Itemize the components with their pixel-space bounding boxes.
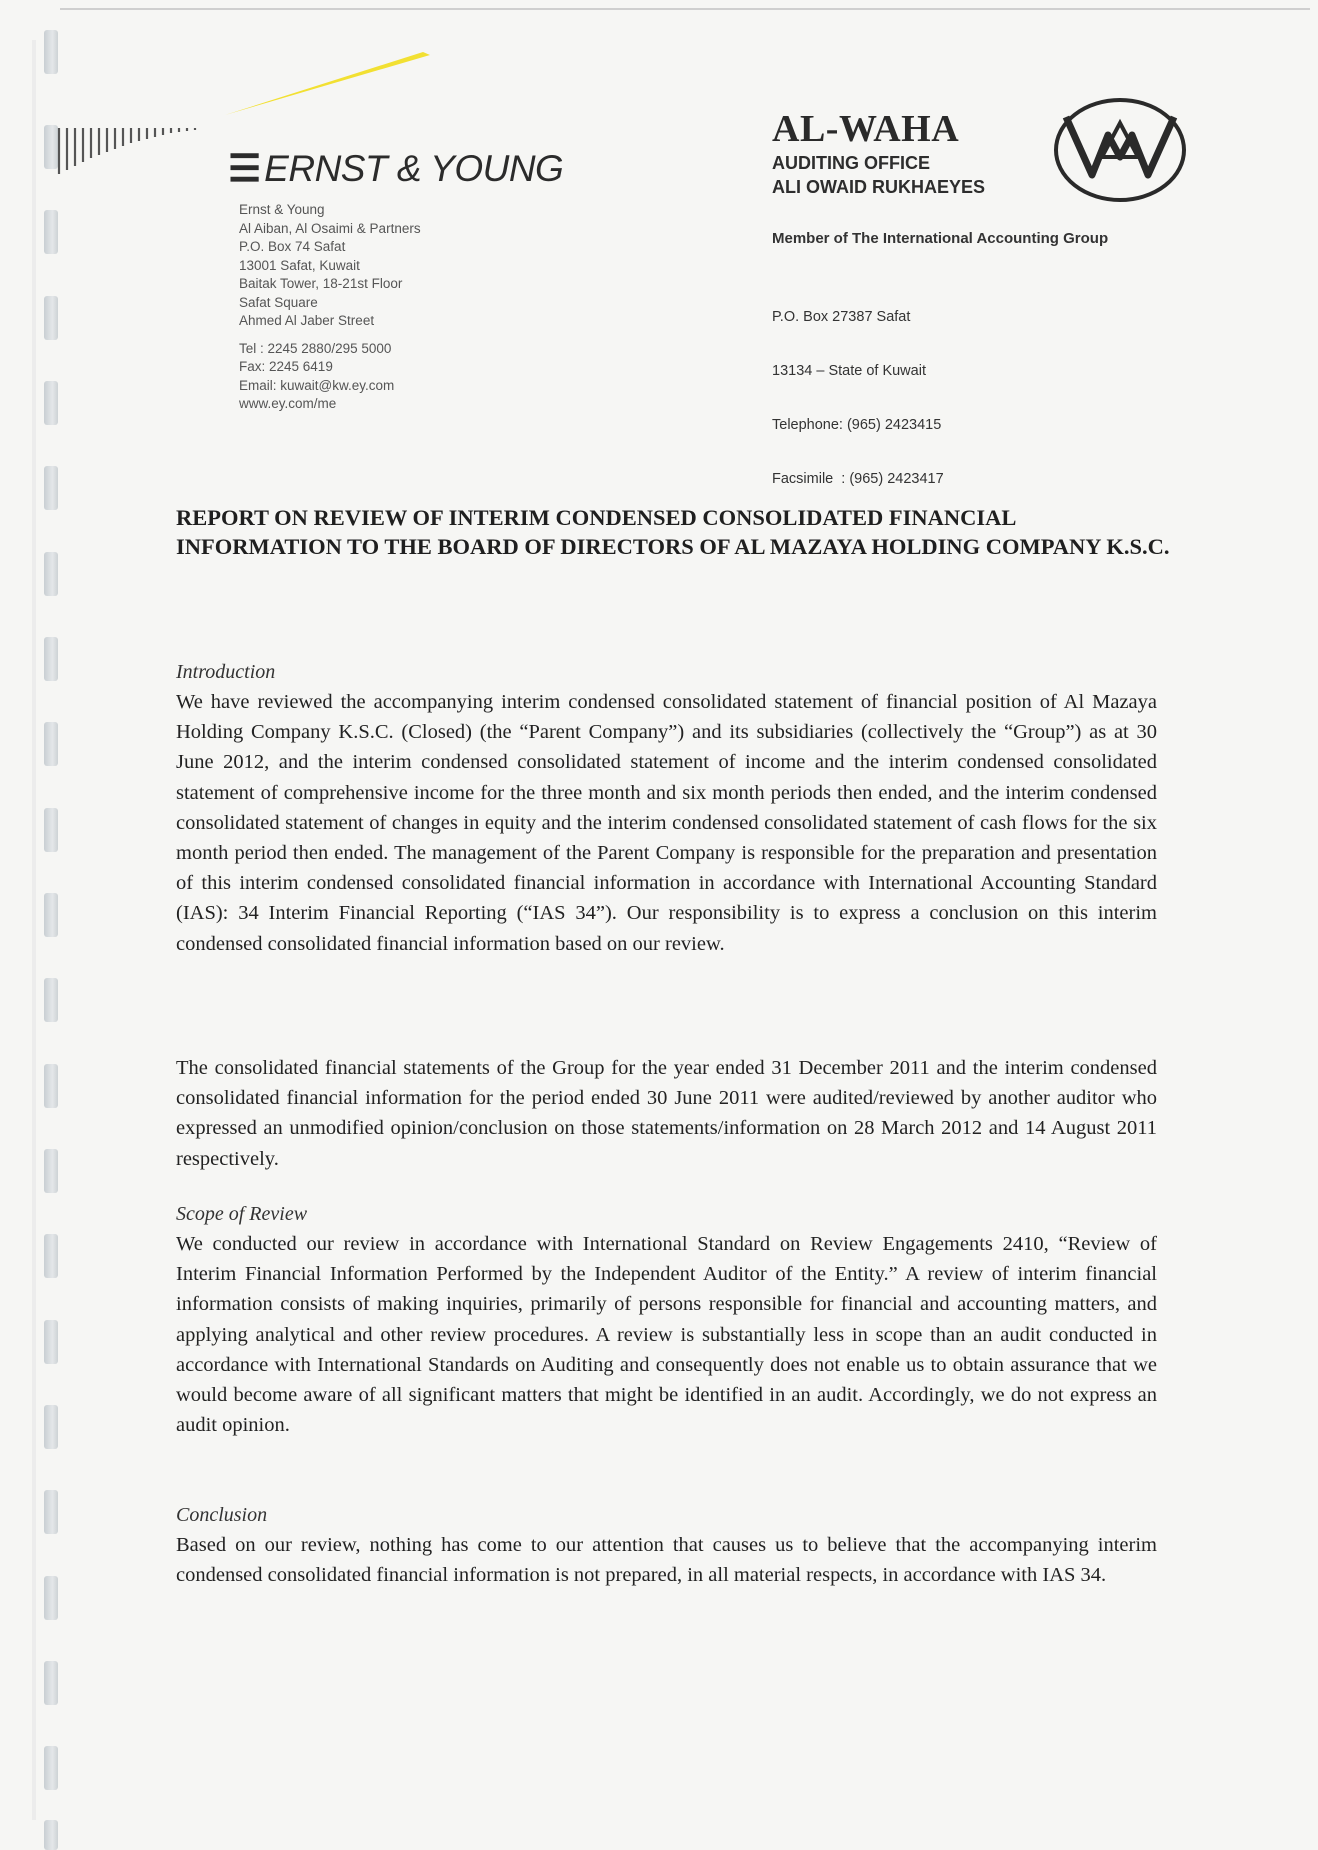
binding-hole: [44, 381, 58, 425]
binding-hole: [44, 552, 58, 596]
introduction-heading: Introduction: [176, 661, 276, 683]
binding-hole: [44, 1746, 58, 1790]
prior-auditor-paragraph: The consolidated financial statements of the Group for the year ended 31 December 2011 and the interim condensed consolidated financial information for the period ended 30 June 2011 were audited/reviewed by another auditor who expressed an unmodified opinion/conclusion on those statements/information on 28 March 2012 and 14 August 2011 respectively.: [176, 1057, 1157, 1170]
ey-phone: Tel : 2245 2880/295 5000: [239, 340, 392, 356]
ey-tick-marks-icon: [55, 108, 235, 178]
alwaha-emblem-icon: [1050, 95, 1190, 205]
scope-paragraph: We conducted our review in accordance with International Standard on Review Engagements 2410, “Review of Interim Financial Information Performed by the Independent Auditor of the Entity.” A review of interim financial information consists of making inquiries, primarily of persons responsible for financial and accounting matters, and applying analytical and other review procedures. A review is substantially less in scope than an audit conducted in accordance with International Standards on Auditing and consequently does not enable us to obtain assurance that we would become aware of all significant matters that might be identified in an audit. Accordingly, we do not express an audit opinion.: [176, 1233, 1157, 1437]
top-edge-line: [60, 8, 1310, 10]
ey-address-line: Al Aiban, Al Osaimi & Partners: [239, 220, 421, 236]
alwaha-city: 13134 – State of Kuwait: [772, 363, 926, 379]
alwaha-facsimile: Facsimile : (965) 2423417: [772, 471, 944, 487]
binding-hole: [44, 808, 58, 852]
binding-hole: [44, 1661, 58, 1705]
binding-hole: [44, 1490, 58, 1534]
binding-hole: [44, 466, 58, 510]
ey-swoosh-icon: [225, 50, 435, 120]
binding-hole: [44, 1234, 58, 1278]
alwaha-member-line: Member of The International Accounting Group: [772, 230, 1109, 247]
alwaha-subtitle-line: AUDITING OFFICE: [772, 153, 930, 173]
binding-hole: [44, 1064, 58, 1108]
ey-address-line: 13001 Safat, Kuwait: [239, 257, 360, 273]
ey-address-line: Safat Square: [239, 294, 318, 310]
alwaha-subtitle: [772, 151, 985, 199]
ey-address-line: Ahmed Al Jaber Street: [239, 313, 375, 328]
binding-hole: [44, 1149, 58, 1193]
binding-hole: [44, 1405, 58, 1449]
ey-address-line: Baitak Tower, 18-21st Floor: [239, 276, 403, 291]
report-title: REPORT ON REVIEW OF INTERIM CONDENSED CONSOLIDATED FINANCIAL INFORMATION TO THE BOARD OF DIRECTORS OF AL MAZAYA HOLDING COMPANY K.S.C.: [176, 505, 1170, 559]
ey-bars-icon: ☰: [228, 148, 259, 189]
ey-logo-text: ERNST & YOUNG: [264, 148, 564, 189]
binding-strip: [0, 0, 70, 1850]
alwaha-title: AL-WAHA: [772, 108, 960, 150]
binding-spine: [32, 40, 36, 1820]
introduction-paragraph: We have reviewed the accompanying interim condensed consolidated statement of financial position of Al Mazaya Holding Company K.S.C. (Closed) (the “Parent Company”) and its subsidiaries (collectively the “Group”) as at 30 June 2012, and the interim condensed consolidated statement of income and the interim condensed consolidated statement of comprehensive income for the three month and six month periods then ended, and the interim condensed consolidated statement of changes in equity and the interim condensed consolidated statement of cash flows for the six month period then ended. The management of the Parent Company is responsible for the preparation and presentation of this interim condensed consolidated financial information in accordance with International Accounting Standard (IAS): 34 Interim Financial Reporting (“IAS 34”). Our responsibility is to express a conclusion on this interim condensed consolidated financial information based on our review.: [176, 691, 1157, 955]
binding-hole: [44, 296, 58, 340]
ey-fax: Fax: 2245 6419: [239, 359, 333, 374]
alwaha-po-box: P.O. Box 27387 Safat: [772, 309, 911, 325]
conclusion-paragraph: Based on our review, nothing has come to our attention that causes us to believe that the accompanying interim condensed consolidated financial information is not prepared, in all material respects, in accordance with IAS 34.: [176, 1534, 1157, 1587]
binding-hole: [44, 893, 58, 937]
binding-hole: [44, 637, 58, 681]
binding-hole: [44, 978, 58, 1022]
binding-hole: [44, 210, 58, 254]
ey-logo-wordmark: [228, 147, 563, 190]
binding-hole: [44, 722, 58, 766]
ey-website: www.ey.com/me: [239, 396, 337, 411]
binding-hole: [44, 1320, 58, 1364]
ey-address-block: [239, 201, 421, 414]
binding-hole: [44, 30, 58, 74]
ey-address-line: P.O. Box 74 Safat: [239, 239, 346, 254]
alwaha-telephone: Telephone: (965) 2423415: [772, 417, 942, 433]
binding-hole: [44, 1820, 58, 1850]
scope-heading: Scope of Review: [176, 1203, 308, 1225]
conclusion-heading: Conclusion: [176, 1504, 268, 1526]
alwaha-subtitle-line: ALI OWAID RUKHAEYES: [772, 177, 986, 197]
ey-email: Email: kuwait@kw.ey.com: [239, 377, 395, 393]
alwaha-address-block: [772, 272, 944, 506]
ey-address-line: Ernst & Young: [239, 202, 325, 217]
binding-hole: [44, 1576, 58, 1620]
